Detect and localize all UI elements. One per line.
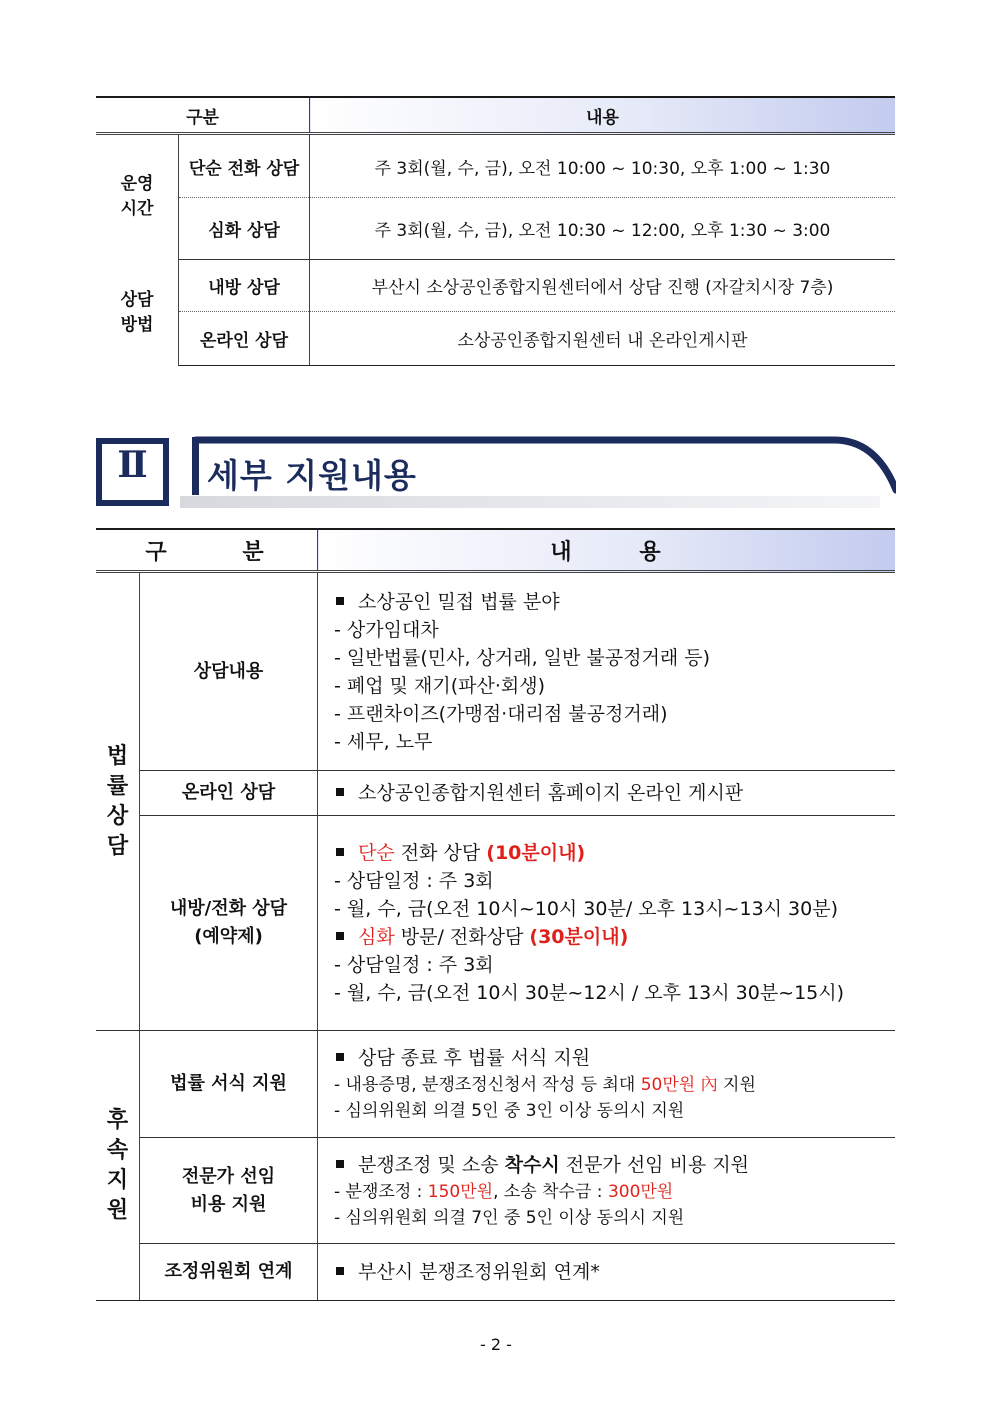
section-title: 세부 지원내용 [207,456,417,495]
row-label-visit: 내방 상담 [179,260,310,312]
amount-highlight: 150만원 [427,1181,494,1202]
bullet-item [332,1258,895,1286]
dash-text: 폐업 및 재기(파산·회생) [346,674,546,697]
row-label-intensive: 심화 상담 [179,198,310,260]
row-value-mediation-link [318,1244,896,1301]
group-follow-up-support [96,1031,140,1301]
bullet-time-tag: (10분이내) [486,842,586,864]
dash-text: 분쟁조정 : [345,1181,423,1202]
amount-highlight: 50만원 內 [640,1075,718,1095]
bullet-highlight: 단순 [358,842,395,864]
page-number: - 2 - [480,1335,512,1354]
row-label-simple-phone: 단순 전화 상담 [179,134,310,198]
support-detail-table [96,528,895,1301]
dash-text: , 소송 착수금 : [493,1181,603,1202]
dash-item: - 상가임대차 [334,618,439,641]
dash-item: - 심의위원회 의결 5인 중 3인 이상 동의시 지원 [334,1101,685,1121]
group-consult-method [96,260,179,366]
row-label-mediation-link: 조정위원회 연계 [140,1244,318,1301]
square-bullet-icon [336,1053,344,1061]
dash-text: 세무, 노무 [346,730,433,753]
dash-item: - 프랜차이즈(가맹점·대리점 불공정거래) [334,702,668,725]
bullet-text: 상담 종료 후 법률 서식 지원 [358,1047,591,1069]
row-label-line: 비용 지원 [190,1193,267,1215]
row-label-expert-cost [140,1138,318,1244]
group-label-char: 원 [106,1197,129,1223]
square-bullet-icon [336,597,344,605]
bullet-item [332,779,895,807]
dash-text: 상담일정 : 주 3회 [346,870,494,892]
dash-item: - 일반법률(민사, 상거래, 일반 불공정거래 등) [334,646,710,669]
bullet-text: 소상공인 밀접 법률 분야 [358,590,560,613]
dash-item: - 폐업 및 재기(파산·회생) [334,674,546,697]
bullet-time-tag: (30분이내) [529,926,629,948]
row-label-legal-forms: 법률 서식 지원 [140,1031,318,1138]
dash-text: 월, 수, 금(오전 10시 30분~12시 / 오후 13시 30분~15시) [346,982,845,1004]
group-label-line: 운영 [120,174,154,195]
row-value-consult-content [318,572,896,771]
dash-item: - 심의위원회 의결 7인 중 5인 이상 동의시 지원 [334,1207,685,1228]
dash-text: 내용증명, 분쟁조정신청서 작성 등 최대 [345,1075,636,1095]
group-label-char: 후 [106,1107,129,1133]
row-label-visit-phone [140,816,318,1031]
dash-item: - 세무, 노무 [334,730,433,753]
operation-table [96,96,895,366]
dash-item: - 월, 수, 금(오전 10시 30분~12시 / 오후 13시 30분~15시) [334,982,845,1004]
dash-text: 심의위원회 의결 7인 중 5인 이상 동의시 지원 [345,1207,685,1228]
square-bullet-icon [336,932,344,940]
dash-text: 월, 수, 금(오전 10시~10시 30분/ 오후 13시~13시 30분) [346,898,838,920]
group-label-line: 방법 [120,314,154,335]
bullet-item [332,839,895,867]
group-label-line: 상담 [120,289,154,310]
header-category: 구 분 [96,529,318,572]
bullet-text: 방문/ 전화상담 [400,926,524,948]
bullet-text: 전화 상담 [400,842,481,864]
group-label-char: 지 [106,1167,129,1193]
row-label-line: 내방/전화 상담 [169,898,288,919]
bullet-text: 소상공인종합지원센터 홈페이지 온라인 게시판 [358,782,744,804]
group-label-char: 담 [106,833,129,859]
row-label-line: 전문가 선임 [181,1165,276,1187]
square-bullet-icon [336,848,344,856]
group-label-char: 속 [106,1137,129,1163]
header-content: 내용 [310,97,896,134]
group-label-char: 상 [106,803,129,829]
square-bullet-icon [336,1267,344,1275]
bullet-emphasis: 착수시 [504,1153,560,1176]
row-value-online: 소상공인종합지원센터 내 온라인게시판 [310,312,896,366]
group-operating-hours [96,134,179,260]
row-value-simple-phone: 주 3회(월, 수, 금), 오전 10:00 ~ 10:30, 오후 1:00 ~ 1:30 [310,134,896,198]
square-bullet-icon [336,1160,344,1168]
group-legal-consult [96,572,140,1031]
row-value-intensive: 주 3회(월, 수, 금), 오전 10:30 ~ 12:00, 오후 1:30 ~ 3:00 [310,198,896,260]
row-label-line: (예약제) [194,926,263,947]
dash-text: 일반법률(민사, 상거래, 일반 불공정거래 등) [346,646,710,669]
dash-item: - 상담일정 : 주 3회 [334,954,494,976]
section-numeral: Ⅱ [117,444,148,486]
dash-item: - 내용증명, 분쟁조정신청서 작성 등 최대 50만원 內 지원 [334,1075,756,1095]
bullet-text: 전문가 선임 비용 지원 [565,1153,750,1176]
row-value-online-consult [318,771,896,816]
bullet-text: 부산시 분쟁조정위원회 연계* [358,1261,600,1283]
bullet-item [332,1151,895,1179]
row-label-online-consult: 온라인 상담 [140,771,318,816]
row-value-visit: 부산시 소상공인종합지원센터에서 상담 진행 (자갈치시장 7층) [310,260,896,312]
group-label-line: 시간 [120,199,154,220]
row-label-online: 온라인 상담 [179,312,310,366]
dash-text: 상가임대차 [346,618,439,641]
dash-item: - 분쟁조정 : 150만원, 소송 착수금 : 300만원 [334,1181,674,1202]
dash-text: 상담일정 : 주 3회 [346,954,494,976]
row-label-consult-content: 상담내용 [140,572,318,771]
dash-item: - 월, 수, 금(오전 10시~10시 30분/ 오후 13시~13시 30분) [334,898,838,920]
header-category: 구분 [96,97,310,134]
square-bullet-icon [336,788,344,796]
group-label-char: 률 [106,773,129,799]
dash-text: 심의위원회 의결 5인 중 3인 이상 동의시 지원 [345,1101,685,1121]
bullet-item [332,588,895,616]
row-value-expert-cost [318,1138,896,1244]
dash-item: - 상담일정 : 주 3회 [334,870,494,892]
row-value-visit-phone [318,816,896,1031]
amount-highlight: 300만원 [607,1181,674,1202]
header-content: 내 용 [318,529,896,572]
dash-text: 프랜차이즈(가맹점·대리점 불공정거래) [346,702,668,725]
bullet-text: 분쟁조정 및 소송 [358,1153,499,1176]
bullet-highlight: 심화 [358,926,395,948]
bullet-item [332,1044,895,1072]
row-value-legal-forms [318,1031,896,1138]
group-label-char: 법 [106,743,129,769]
bullet-item [332,923,895,951]
dash-text: 지원 [723,1075,756,1095]
